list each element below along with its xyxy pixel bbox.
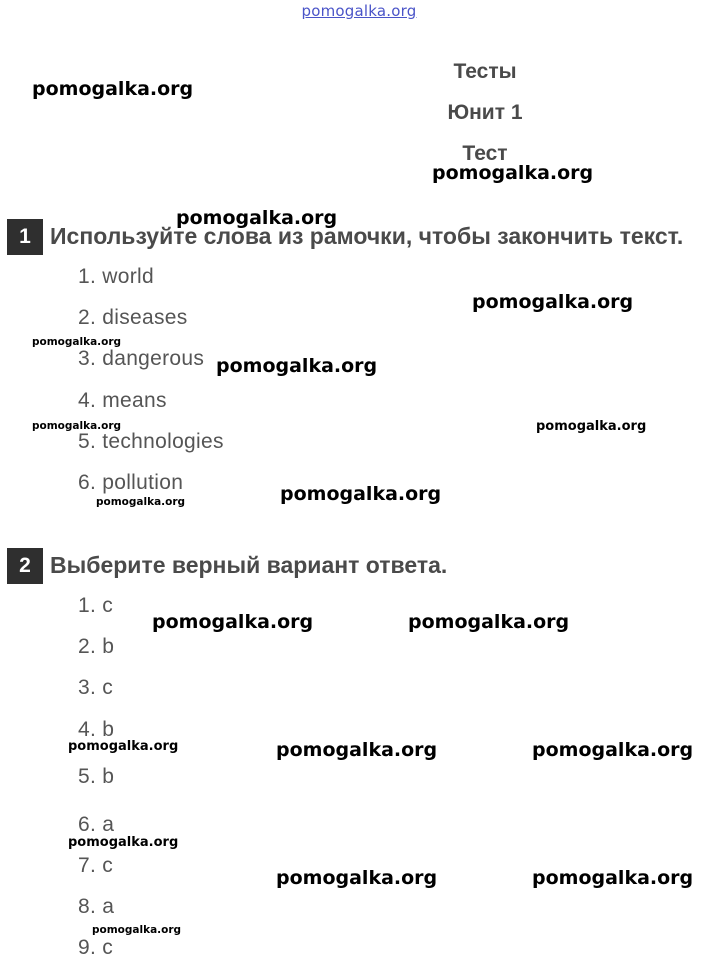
section-2-answer: 7. c: [78, 854, 114, 877]
test-label: Тест: [462, 142, 508, 165]
section-2-answer: 1. c: [78, 594, 114, 617]
unit-label: Юнит 1: [447, 101, 523, 124]
watermark: pomogalka.org: [532, 739, 694, 761]
section-1-answer: 4. means: [78, 389, 167, 412]
watermark: pomogalka.org: [68, 835, 179, 850]
watermark: pomogalka.org: [408, 611, 570, 633]
watermark: pomogalka.org: [472, 291, 634, 313]
page-title: Тесты: [453, 60, 517, 83]
top-site-link[interactable]: pomogalka.org: [301, 2, 417, 20]
watermark: pomogalka.org: [280, 483, 442, 505]
section-2-answer: 2. b: [78, 635, 115, 658]
watermark: pomogalka.org: [152, 611, 314, 633]
section-1-number: 1: [7, 219, 43, 255]
section-1-answer: 5. technologies: [78, 430, 224, 453]
watermark: pomogalka.org: [276, 867, 438, 889]
section-1-answer: 6. pollution: [78, 471, 184, 494]
section-2-answer: 6. a: [78, 813, 115, 836]
watermark: pomogalka.org: [432, 162, 594, 184]
watermark: pomogalka.org: [276, 739, 438, 761]
section-2-answer: 5. b: [78, 765, 115, 788]
section-2-title: Выберите верный вариант ответа.: [50, 552, 448, 578]
section-2-answer: 4. b: [78, 718, 115, 741]
section-1-answer: 3. dangerous: [78, 347, 205, 370]
watermark: pomogalka.org: [32, 336, 122, 348]
watermark: pomogalka.org: [536, 419, 647, 434]
watermark: pomogalka.org: [32, 78, 194, 100]
watermark: pomogalka.org: [216, 355, 378, 377]
section-2-answer: 8. a: [78, 895, 115, 918]
section-1-answer: 1. world: [78, 265, 154, 288]
watermark: pomogalka.org: [32, 420, 122, 432]
section-2-answer: 3. c: [78, 676, 114, 699]
watermark: pomogalka.org: [92, 924, 182, 936]
watermark: pomogalka.org: [68, 739, 179, 754]
section-1-answer: 2. diseases: [78, 306, 188, 329]
section-2-answer: 9. c: [78, 936, 114, 959]
section-2-number: 2: [7, 548, 43, 584]
section-1-title: Используйте слова из рамочки, чтобы закончить текст.: [50, 223, 684, 249]
watermark: pomogalka.org: [176, 207, 338, 229]
watermark: pomogalka.org: [532, 867, 694, 889]
watermark: pomogalka.org: [96, 496, 186, 508]
